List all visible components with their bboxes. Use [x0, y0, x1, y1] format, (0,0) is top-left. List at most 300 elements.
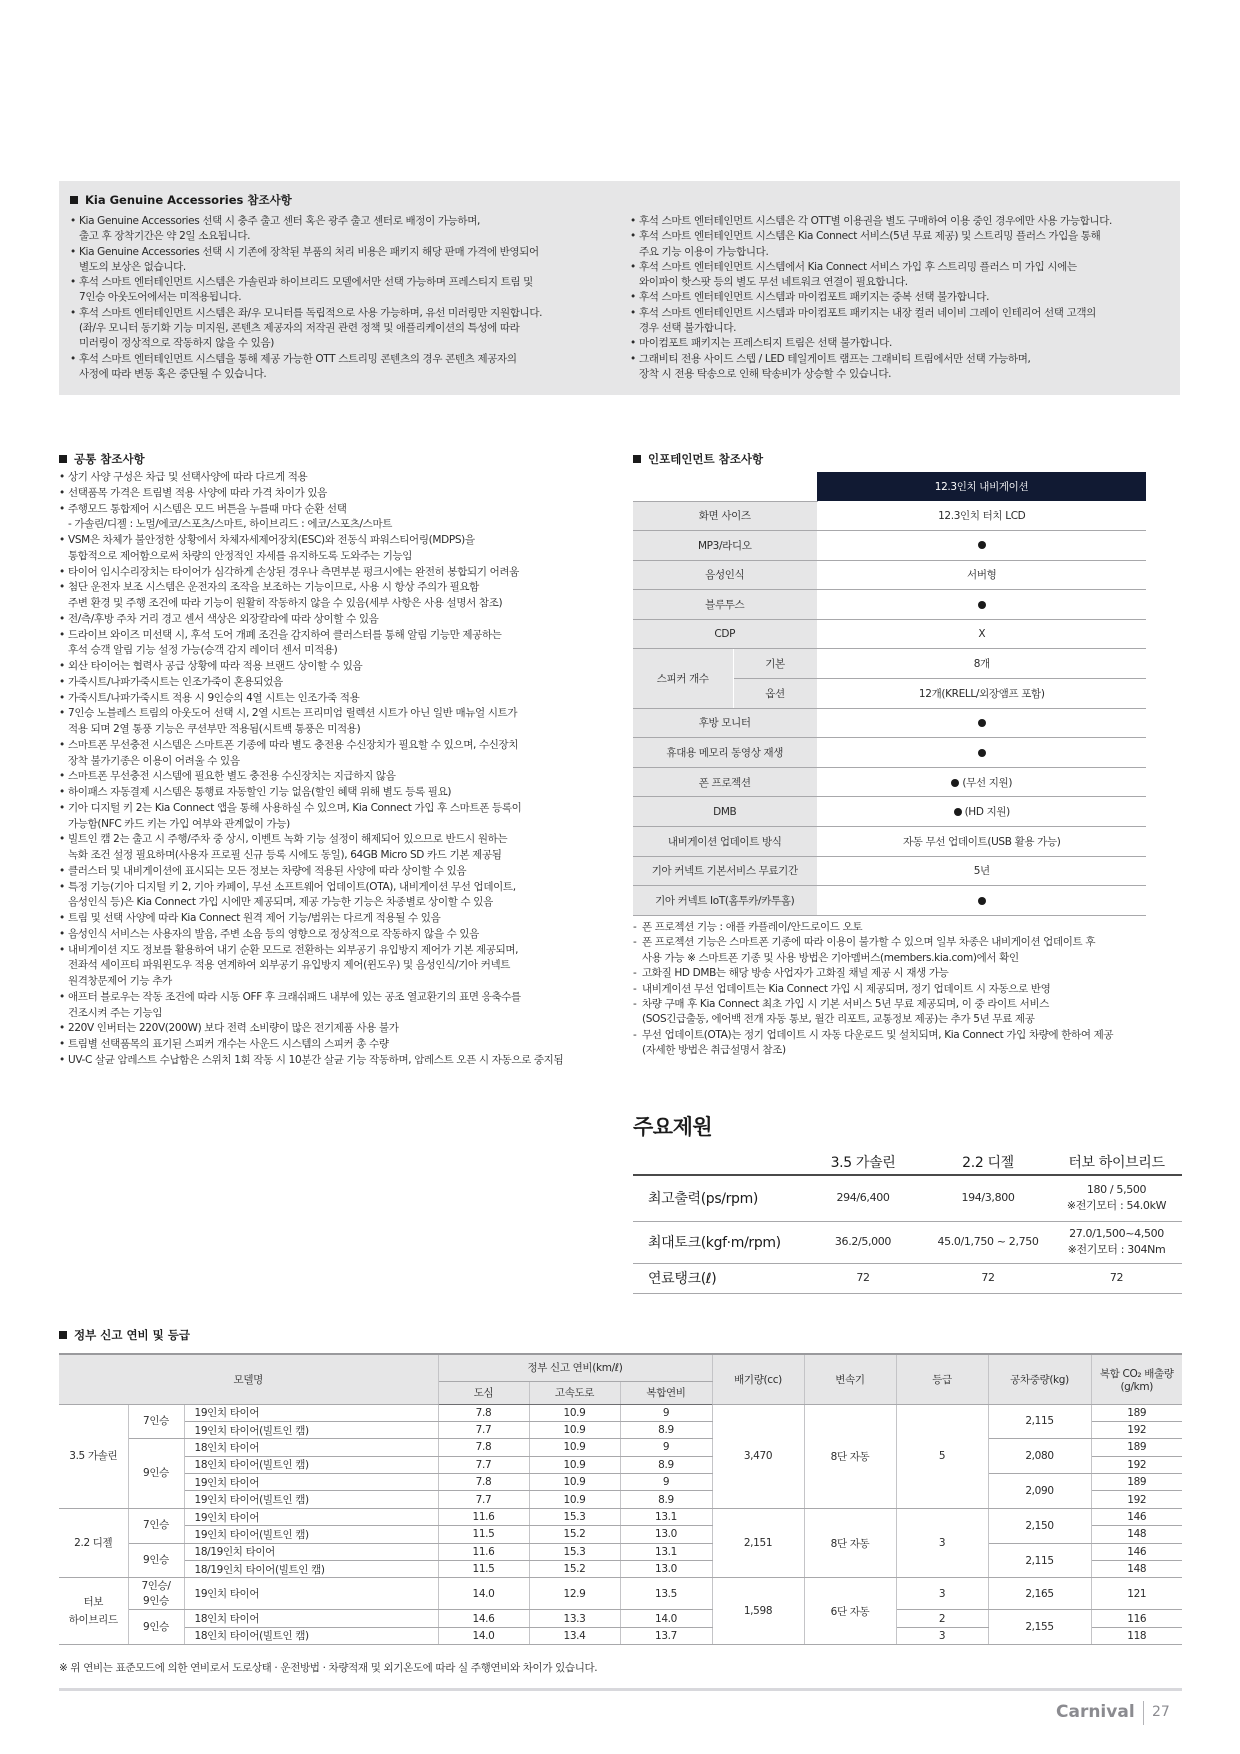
infotainment-note-line: - 고화질 HD DMB는 해당 방송 사업자가 고화질 채널 제공 시 재생 가능 — [642, 967, 949, 980]
fuel-engine-line: 터보 — [83, 1596, 104, 1609]
infotainment-label: 내비게이션 업데이트 방식 — [633, 827, 817, 857]
fuel-weight: 2,150 — [988, 1508, 1091, 1543]
common-note — [59, 927, 619, 943]
accessory-note-line: 출고 후 장착기간은 약 2일 소요됩니다. — [79, 230, 251, 243]
specs-value — [801, 1263, 925, 1293]
fuel-co2: 146 — [1091, 1508, 1182, 1525]
fuel-seats-line: 7인승 — [143, 1519, 169, 1532]
fuel-city: 11.6 — [438, 1508, 529, 1525]
fuel-row — [59, 1578, 1182, 1610]
fuel-seats-line: 9인승 — [143, 1467, 169, 1480]
infotainment-note — [633, 982, 1193, 997]
fuel-highway: 15.2 — [529, 1561, 620, 1578]
fuel-tire: 19인치 타이어(빌트인 캠) — [184, 1526, 438, 1543]
fuel-co2: 121 — [1091, 1578, 1182, 1610]
square-bullet-icon — [633, 455, 641, 463]
infotainment-label: 화면 사이즈 — [633, 501, 817, 531]
infotainment-value: 12.3인치 터치 LCD — [817, 501, 1146, 531]
fuel-seats — [128, 1610, 184, 1645]
infotainment-label: 음성인식 — [633, 560, 817, 590]
common-note — [59, 533, 619, 565]
common-note-line: 장착 불가기종은 이용이 어려울 수 있음 — [68, 754, 240, 767]
specs-value-line: 72 — [981, 1271, 995, 1284]
common-notes-list — [59, 470, 619, 1069]
fuel-tire: 18인치 타이어(빌트인 캠) — [184, 1456, 438, 1473]
accessory-note-line: • 후석 스마트 엔터테인먼트 시스템은 좌/우 모니터를 독립적으로 사용 가능하며, 유선 미러링만 지원합니다. — [79, 306, 543, 319]
fuel-weight: 2,155 — [988, 1610, 1091, 1645]
common-note-line: • 7인승 노블레스 트림의 아웃도어 선택 시, 2열 시트는 프리미엄 릴렉션 시트가 아닌 일반 매뉴얼 시트가 — [68, 707, 518, 720]
infotainment-value — [817, 531, 1146, 561]
fuel-header-co2-line: (g/km) — [1120, 1380, 1154, 1393]
common-note-line: • 트림별 선택품목의 표기된 스피커 개수는 사운드 시스템의 스피커 총 수량 — [68, 1038, 389, 1050]
accessories-list-left — [70, 214, 610, 382]
infotainment-value — [817, 797, 1146, 827]
fuel-city: 11.5 — [438, 1561, 529, 1578]
fuel-co2: 148 — [1091, 1526, 1182, 1543]
specs-row — [633, 1263, 1182, 1293]
common-note-line: 적용 되며 2열 통풍 기능은 쿠션부만 적용됨(시트백 통풍은 미적용) — [68, 723, 361, 735]
fuel-row — [59, 1474, 1182, 1491]
infotainment-note-line: 사용 가능 ※ 스마트폰 기종 및 사용 방법은 기아멤버스(members.kia.com)에서 확인 — [642, 951, 1019, 964]
common-note — [59, 832, 619, 864]
fuel-highway: 15.3 — [529, 1543, 620, 1560]
fuel-header-row — [59, 1354, 1182, 1381]
fuel-header-combined: 복합연비 — [620, 1381, 712, 1404]
fuel-weight: 2,080 — [988, 1439, 1091, 1474]
filled-dot-icon — [954, 808, 962, 816]
fuel-combined: 8.9 — [620, 1456, 712, 1473]
infotainment-row — [633, 827, 1146, 857]
infotainment-row — [633, 708, 1146, 738]
accessory-note-line: • 후석 스마트 엔터테인먼트 시스템과 마이컴포트 패키지는 중복 선택 불가합니다. — [639, 291, 990, 304]
common-note-line: • VSM은 차체가 불안정한 상황에서 차체자세제어장치(ESC)와 전동식 파워스티어링(MDPS)을 — [68, 534, 475, 546]
common-note — [59, 580, 619, 612]
fuel-header-co2 — [1091, 1354, 1182, 1404]
fuel-grade: 3 — [896, 1508, 988, 1578]
infotainment-label: CDP — [633, 619, 817, 649]
infotainment-row — [633, 531, 1146, 561]
infotainment-value — [817, 886, 1146, 916]
fuel-displacement: 1,598 — [712, 1578, 804, 1645]
fuel-combined: 13.5 — [620, 1578, 712, 1610]
common-note — [59, 738, 619, 770]
accessory-note-line: • 그래비티 전용 사이드 스텝 / LED 테일게이트 램프는 그래비티 트림에서만 선택 가능하며, — [639, 352, 1031, 365]
accessory-note-line: • 마이컴포트 패키지는 프레스티지 트림은 선택 불가합니다. — [639, 337, 892, 350]
fuel-grade: 5 — [896, 1404, 988, 1508]
infotainment-row — [633, 590, 1146, 620]
square-bullet-icon — [59, 455, 67, 463]
common-note-line: - 가솔린/디젤 : 노멀/에코/스포츠/스마트, 하이브리드 : 에코/스포츠/스마트 — [68, 518, 393, 531]
fuel-header-model: 모델명 — [59, 1354, 438, 1404]
common-note — [59, 1053, 619, 1069]
fuel-header-grade: 등급 — [896, 1354, 988, 1404]
specs-column-header: 2.2 디젤 — [925, 1149, 1051, 1175]
specs-value-line: 72 — [856, 1271, 870, 1284]
fuel-tire: 18인치 타이어 — [184, 1439, 438, 1456]
common-note — [59, 801, 619, 833]
accessory-note-line: (좌/우 모니터 동기화 기능 미지원, 콘텐츠 제공자의 저작권 관련 정책 및 애플리케이션의 특성에 따라 — [79, 322, 520, 335]
infotainment-label: MP3/라디오 — [633, 531, 817, 561]
infotainment-note — [633, 935, 1193, 966]
common-note-line: • 외산 타이어는 협력사 공급 상황에 따라 적용 브랜드 상이할 수 있음 — [68, 660, 363, 672]
common-note-line: • 클러스터 및 내비게이션에 표시되는 모든 정보는 차량에 적용된 사양에 따라 상이할 수 있음 — [68, 864, 467, 877]
infotainment-note-line: (자세한 방법은 취급설명서 참조) — [642, 1044, 786, 1057]
specs-table — [633, 1149, 1182, 1294]
fuel-engine-line: 2.2 디젤 — [74, 1537, 113, 1550]
infotainment-label: 휴대용 메모리 동영상 재생 — [633, 738, 817, 768]
infotainment-row — [633, 649, 1146, 679]
filled-dot-icon — [978, 749, 986, 757]
specs-value-line: 294/6,400 — [836, 1191, 890, 1205]
accessory-note — [630, 229, 1170, 260]
infotainment-sublabel: 기본 — [733, 649, 817, 679]
common-note — [59, 1021, 619, 1037]
common-note — [59, 706, 619, 738]
common-note — [59, 769, 619, 785]
fuel-header-city: 도심 — [438, 1381, 529, 1404]
common-note — [59, 628, 619, 660]
fuel-combined: 13.1 — [620, 1543, 712, 1560]
fuel-city: 14.6 — [438, 1610, 529, 1627]
accessory-note — [70, 214, 610, 245]
common-note — [59, 943, 619, 990]
fuel-weight: 2,115 — [988, 1543, 1091, 1578]
accessory-note-line: • 후석 스마트 엔터테인먼트 시스템은 각 OTT별 이용권을 별도 구매하여 이용 중인 경우에만 사용 가능합니다. — [639, 215, 1112, 227]
common-note-line: 통합적으로 제어함으로써 차량의 안정적인 자세를 유지하도록 도와주는 기능임 — [68, 549, 413, 562]
accessory-note-line: 주요 기능 이용이 가능합니다. — [639, 245, 769, 258]
filled-dot-icon — [978, 897, 986, 905]
accessory-note — [630, 260, 1170, 291]
specs-value-line: 27.0/1,500~4,500 — [1069, 1227, 1164, 1240]
footer-brand: Carnival — [1056, 1702, 1135, 1722]
square-bullet-icon — [59, 1331, 67, 1339]
common-note-line: • 내비게이션 지도 정보를 활용하여 내기 순환 모드로 전환하는 외부공기 유입방지 제어가 기본 제공되며, — [68, 943, 519, 956]
specs-value — [1051, 1175, 1182, 1221]
common-note-line: • 특정 기능(기아 디지털 키 2, 기아 카페이, 무선 소프트웨어 업데이트(OTA), 내비게이션 무선 업데이트, — [68, 880, 516, 893]
common-note-line: • 상기 사양 구성은 차급 및 선택사양에 따라 다르게 적용 — [68, 471, 308, 483]
fuel-highway: 15.3 — [529, 1508, 620, 1525]
fuel-highway: 12.9 — [529, 1578, 620, 1610]
accessory-note — [70, 352, 610, 383]
fuel-header-displacement: 배기량(cc) — [712, 1354, 804, 1404]
common-note — [59, 502, 619, 534]
infotainment-header: 12.3인치 내비게이션 — [817, 472, 1146, 501]
accessory-note-line: 미러링이 정상적으로 작동하지 않을 수 있음) — [79, 337, 274, 350]
fuel-combined: 13.0 — [620, 1526, 712, 1543]
common-note — [59, 675, 619, 691]
fuel-tire: 19인치 타이어(빌트인 캠) — [184, 1421, 438, 1438]
fuel-row — [59, 1543, 1182, 1560]
accessory-note — [630, 290, 1170, 305]
accessories-title: Kia Genuine Accessories 참조사항 — [85, 193, 292, 207]
specs-value-line: 72 — [1109, 1271, 1124, 1284]
square-bullet-icon — [70, 196, 78, 204]
accessory-note — [630, 336, 1170, 351]
fuel-weight: 2,115 — [988, 1404, 1091, 1439]
common-note-line: 전좌석 세이프티 파워윈도우 적용 연계하여 외부공기 유입방지 제어(윈도우) 및 음성인식/기아 커넥트 — [68, 959, 511, 972]
fuel-co2: 192 — [1091, 1421, 1182, 1438]
infotainment-value — [817, 708, 1146, 738]
fuel-city: 7.7 — [438, 1456, 529, 1473]
accessory-note-line: • Kia Genuine Accessories 선택 시 기존에 장착된 부품의 처리 비용은 패키지 해당 판매 가격에 반영되어 — [79, 245, 539, 258]
footer-divider — [1143, 1701, 1144, 1725]
fuel-highway: 10.9 — [529, 1456, 620, 1473]
fuel-engine-line: 하이브리드 — [68, 1614, 118, 1627]
common-note-line: 음성인식 등)은 Kia Connect 가입 시에만 제공되며, 제공 가능한 기능은 차종별로 상이할 수 있음 — [68, 896, 493, 909]
fuel-header-efficiency: 정부 신고 연비(km/ℓ) — [438, 1354, 712, 1381]
fuel-seats-line: 9인승 — [143, 1554, 169, 1567]
specs-value — [801, 1221, 925, 1263]
fuel-seats-line: 9인승 — [143, 1594, 169, 1607]
specs-value — [1051, 1221, 1182, 1263]
accessories-heading — [70, 192, 292, 208]
fuel-city: 11.6 — [438, 1543, 529, 1560]
infotainment-table — [633, 472, 1146, 916]
fuel-header-highway: 고속도로 — [529, 1381, 620, 1404]
specs-value-line: ※전기모터 : 304Nm — [1067, 1243, 1166, 1256]
infotainment-label: 블루투스 — [633, 590, 817, 620]
fuel-combined: 14.0 — [620, 1610, 712, 1627]
common-note — [59, 880, 619, 912]
fuel-highway: 10.9 — [529, 1491, 620, 1508]
fuel-table — [59, 1353, 1182, 1645]
infotainment-note — [633, 1028, 1193, 1059]
infotainment-title: 인포테인먼트 참조사항 — [648, 452, 764, 466]
common-note-line: • 기아 디지털 키 2는 Kia Connect 앱을 통해 사용하실 수 있으며, Kia Connect 가입 후 스마트폰 등록이 — [68, 801, 522, 814]
fuel-highway: 15.2 — [529, 1526, 620, 1543]
fuel-row — [59, 1610, 1182, 1627]
fuel-transmission: 8단 자동 — [804, 1508, 896, 1578]
common-note — [59, 990, 619, 1022]
fuel-displacement: 2,151 — [712, 1508, 804, 1578]
infotainment-header-blank — [633, 472, 817, 501]
filled-dot-icon — [978, 541, 986, 549]
specs-value-line: 180 / 5,500 — [1086, 1183, 1147, 1197]
fuel-combined: 13.7 — [620, 1627, 712, 1644]
fuel-seats — [128, 1508, 184, 1543]
accessory-note — [70, 306, 610, 352]
specs-corner — [633, 1149, 801, 1175]
fuel-combined: 13.1 — [620, 1508, 712, 1525]
infotainment-note-line: - 차량 구매 후 Kia Connect 최초 가입 시 기본 서비스 5년 무료 제공되며, 이 중 라이트 서비스 — [642, 998, 1050, 1011]
fuel-highway: 10.9 — [529, 1439, 620, 1456]
specs-column-header: 3.5 가솔린 — [801, 1149, 925, 1175]
fuel-transmission: 8단 자동 — [804, 1404, 896, 1508]
filled-dot-icon — [978, 601, 986, 609]
fuel-seats — [128, 1404, 184, 1439]
fuel-co2: 192 — [1091, 1491, 1182, 1508]
common-note-line: 가능함(NFC 카드 키는 가입 여부와 관계없이 가능) — [68, 817, 290, 830]
infotainment-note — [633, 920, 1193, 935]
fuel-highway: 13.3 — [529, 1610, 620, 1627]
common-note-line: 건조시켜 주는 기능임 — [68, 1006, 163, 1019]
fuel-city: 14.0 — [438, 1627, 529, 1644]
infotainment-value: 12개(KRELL/외장앰프 포함) — [817, 679, 1146, 709]
infotainment-value: 8개 — [817, 649, 1146, 679]
fuel-highway: 10.9 — [529, 1421, 620, 1438]
fuel-city: 11.5 — [438, 1526, 529, 1543]
common-note-line: • 트림 및 선택 사양에 따라 Kia Connect 원격 제어 기능/범위는 다르게 적용될 수 있음 — [68, 912, 441, 924]
infotainment-label: 스피커 개수 — [633, 649, 733, 708]
accessory-note — [630, 214, 1170, 229]
infotainment-value — [817, 738, 1146, 768]
infotainment-note-line: (SOS긴급출동, 에어백 전개 자동 통보, 월간 리포트, 교통정보 제공)는 추가 5년 무료 제공 — [642, 1013, 1035, 1026]
fuel-seats — [128, 1543, 184, 1578]
fuel-combined: 9 — [620, 1404, 712, 1421]
fuel-row — [59, 1508, 1182, 1525]
infotainment-label: 후방 모니터 — [633, 708, 817, 738]
fuel-co2: 189 — [1091, 1404, 1182, 1421]
accessory-note — [630, 352, 1170, 383]
accessory-note-line: 장착 시 전용 탁송으로 인해 탁송비가 상승할 수 있습니다. — [639, 367, 892, 380]
fuel-grade: 2 — [896, 1610, 988, 1627]
accessory-note-line: • 후석 스마트 엔터테인먼트 시스템은 Kia Connect 서비스(5년 무료 제공) 및 스트리밍 플러스 가입을 통해 — [639, 230, 1101, 243]
fuel-co2: 116 — [1091, 1610, 1182, 1627]
fuel-transmission: 6단 자동 — [804, 1578, 896, 1645]
specs-title: 주요제원 — [633, 1115, 713, 1139]
fuel-tire: 18/19인치 타이어 — [184, 1543, 438, 1560]
footer-rule — [59, 1688, 1182, 1691]
fuel-tire: 19인치 타이어 — [184, 1474, 438, 1491]
fuel-grade: 3 — [896, 1578, 988, 1610]
common-note-line: • UV-C 살균 암레스트 수납함은 스위치 1회 작동 시 10분간 살균 기능 작동하며, 암레스트 오픈 시 자동으로 중지됨 — [68, 1053, 564, 1066]
infotainment-header-row — [633, 472, 1146, 501]
infotainment-note-line: - 폰 프로젝션 기능은 스마트폰 기종에 따라 이용이 불가할 수 있으며 일부 차종은 내비게이션 업데이트 후 — [642, 936, 1096, 949]
fuel-city: 7.8 — [438, 1474, 529, 1491]
fuel-header-transmission: 변속기 — [804, 1354, 896, 1404]
filled-dot-icon — [978, 719, 986, 727]
common-note — [59, 1037, 619, 1053]
fuel-engine — [59, 1578, 128, 1645]
fuel-engine — [59, 1508, 128, 1578]
infotainment-note-line: - 폰 프로젝션 기능 : 애플 카플레이/안드로이드 오토 — [642, 921, 863, 933]
specs-value-line: 36.2/5,000 — [834, 1235, 892, 1248]
accessory-note — [70, 245, 610, 276]
common-note-line: • 전/측/후방 주차 거리 경고 센서 색상은 외장칼라에 따라 상이할 수 있음 — [68, 612, 379, 625]
fuel-footnote: ※ 위 연비는 표준모드에 의한 연비로서 도로상태 · 운전방법 · 차량적재 및 외기온도에 따라 실 주행연비와 차이가 있습니다. — [59, 1662, 598, 1674]
common-heading — [59, 451, 145, 467]
fuel-city: 7.8 — [438, 1404, 529, 1421]
fuel-row — [59, 1404, 1182, 1421]
fuel-city: 7.8 — [438, 1439, 529, 1456]
accessory-note-line: 별도의 보상은 없습니다. — [79, 260, 186, 273]
fuel-tire: 19인치 타이어 — [184, 1508, 438, 1525]
infotainment-row — [633, 886, 1146, 916]
fuel-highway: 10.9 — [529, 1404, 620, 1421]
common-note-line: • 가죽시트/나파가죽시트는 인조가죽이 혼용되었음 — [68, 675, 283, 688]
infotainment-value: X — [817, 619, 1146, 649]
infotainment-row — [633, 767, 1146, 797]
fuel-grade: 3 — [896, 1627, 988, 1644]
fuel-highway: 13.4 — [529, 1627, 620, 1644]
infotainment-value-text: (HD 지원) — [961, 806, 1010, 819]
common-note — [59, 565, 619, 581]
common-note-line: • 220V 인버터는 220V(200W) 보다 전력 소비량이 많은 전기제품 사용 불가 — [68, 1022, 399, 1035]
common-note-line: • 음성인식 서비스는 사용자의 발음, 주변 소음 등의 영향으로 정상적으로 작동하지 않을 수 있음 — [68, 927, 479, 940]
infotainment-heading — [633, 451, 763, 467]
infotainment-value: 자동 무선 업데이트(USB 활용 가능) — [817, 827, 1146, 857]
common-note — [59, 691, 619, 707]
common-note-line: • 가죽시트/나파가죽시트 적용 시 9인승의 4열 시트는 인조가죽 적용 — [68, 691, 360, 704]
common-note — [59, 612, 619, 628]
fuel-tire: 19인치 타이어 — [184, 1404, 438, 1421]
accessories-list-right — [630, 214, 1170, 382]
common-note-line: 후석 승객 알림 기능 설정 가능(승객 감지 레이더 센서 미적용) — [68, 644, 338, 657]
infotainment-row — [633, 856, 1146, 886]
common-note-line: • 드라이브 와이즈 미선택 시, 후석 도어 개폐 조건을 감지하여 클러스터를 통해 알림 기능만 제공하는 — [68, 628, 502, 641]
specs-value — [925, 1175, 1051, 1221]
infotainment-label: 기아 커넥트 IoT(홈투카/카투홈) — [633, 886, 817, 916]
common-note-line: • 빌트인 캠 2는 출고 시 주행/주차 중 상시, 이벤트 녹화 기능 설정이 해제되어 있으므로 반드시 원하는 — [68, 833, 508, 846]
fuel-combined: 8.9 — [620, 1491, 712, 1508]
fuel-tire: 19인치 타이어 — [184, 1578, 438, 1610]
accessory-note — [630, 306, 1170, 337]
common-note — [59, 659, 619, 675]
fuel-co2: 148 — [1091, 1561, 1182, 1578]
fuel-weight: 2,090 — [988, 1474, 1091, 1509]
infotainment-note — [633, 997, 1193, 1028]
common-note-line: • 첨단 운전자 보조 시스템은 운전자의 조작을 보조하는 기능이므로, 사용 시 항상 주의가 필요함 — [68, 581, 479, 594]
common-note-line: 녹화 조건 설정 필요하며(사용자 프로필 신규 등록 시에도 동일), 64GB Micro SD 카드 기본 제공됨 — [68, 849, 502, 861]
fuel-seats-line: 9인승 — [143, 1620, 169, 1633]
specs-row-label: 연료탱크(ℓ) — [633, 1263, 801, 1293]
fuel-tire: 18인치 타이어 — [184, 1610, 438, 1627]
specs-value — [925, 1221, 1051, 1263]
specs-value — [1051, 1263, 1182, 1293]
infotainment-value: 5년 — [817, 856, 1146, 886]
accessory-note-line: • 후석 스마트 엔터테인먼트 시스템은 가솔린과 하이브리드 모델에서만 선택 가능하며 프레스티지 트림 및 — [79, 276, 533, 289]
common-note — [59, 785, 619, 801]
common-note — [59, 911, 619, 927]
infotainment-row — [633, 619, 1146, 649]
fuel-seats — [128, 1439, 184, 1509]
fuel-co2: 189 — [1091, 1474, 1182, 1491]
fuel-row — [59, 1439, 1182, 1456]
common-note-line: • 스마트폰 무선충전 시스템은 스마트폰 기종에 따라 별도 충전용 수신장치가 필요할 수 있으며, 수신장치 — [68, 738, 519, 751]
fuel-combined: 13.0 — [620, 1561, 712, 1578]
fuel-highway: 10.9 — [529, 1474, 620, 1491]
infotainment-value — [817, 767, 1146, 797]
accessory-note-line: 사정에 따라 변동 혹은 중단될 수 있습니다. — [79, 367, 267, 380]
infotainment-note-line: - 무선 업데이트(OTA)는 정기 업데이트 시 자동 다운로드 및 설치되며, Kia Connect 가입 차량에 한하여 제공 — [642, 1028, 1114, 1041]
accessory-note-line: 와이파이 핫스팟 등의 별도 무선 네트워크 연결이 필요합니다. — [639, 276, 908, 289]
accessory-note-line: • 후석 스마트 엔터테인먼트 시스템을 통해 제공 가능한 OTT 스트리밍 콘텐츠의 경우 콘텐츠 제공자의 — [79, 352, 517, 365]
accessory-note-line: • Kia Genuine Accessories 선택 시 충주 출고 센터 혹은 광주 출고 센터로 배정이 가능하며, — [79, 215, 481, 227]
specs-value — [925, 1263, 1051, 1293]
fuel-combined: 8.9 — [620, 1421, 712, 1438]
infotainment-value-text: (무선 지원) — [959, 776, 1013, 789]
common-note-line: • 하이패스 자동결제 시스템은 통행료 자동할인 기능 없음(할인 혜택 위해 별도 등록 필요) — [68, 786, 452, 798]
infotainment-label: DMB — [633, 797, 817, 827]
common-title: 공통 참조사항 — [74, 452, 145, 466]
common-note — [59, 864, 619, 880]
infotainment-label: 폰 프로젝션 — [633, 767, 817, 797]
fuel-city: 7.7 — [438, 1491, 529, 1508]
common-note-line: • 애프터 블로우는 작동 조건에 따라 시동 OFF 후 크래쉬패드 내부에 있는 공조 열교환기의 표면 응축수를 — [68, 990, 521, 1003]
fuel-title: 정부 신고 연비 및 등급 — [74, 1328, 190, 1342]
fuel-seats-line: 7인승 — [143, 1414, 169, 1427]
common-note-line: • 주행모드 통합제어 시스템은 모드 버튼을 누를때 마다 순환 선택 — [68, 502, 347, 515]
fuel-co2: 192 — [1091, 1456, 1182, 1473]
fuel-displacement: 3,470 — [712, 1404, 804, 1508]
fuel-engine-line: 3.5 가솔린 — [69, 1450, 118, 1463]
infotainment-row — [633, 560, 1146, 590]
fuel-seats — [128, 1578, 184, 1610]
specs-column-header: 터보 하이브리드 — [1051, 1149, 1182, 1175]
accessory-note — [70, 275, 610, 306]
fuel-city: 7.7 — [438, 1421, 529, 1438]
specs-value-line: 45.0/1,750 ~ 2,750 — [937, 1235, 1039, 1248]
